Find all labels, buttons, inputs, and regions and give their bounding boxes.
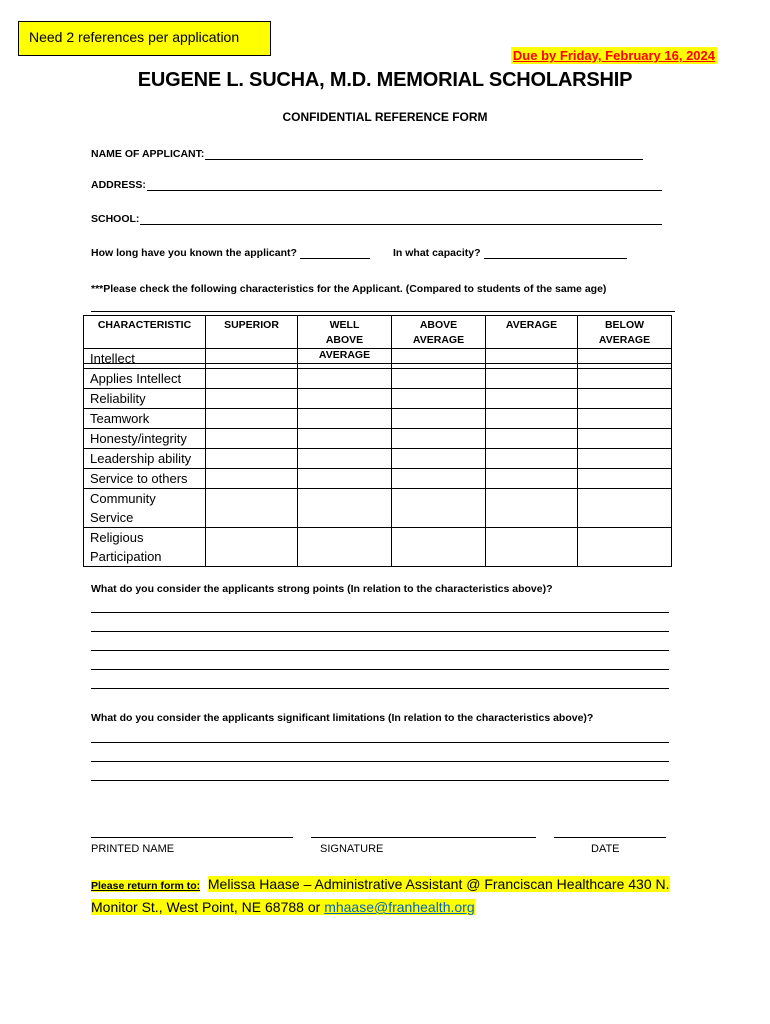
table-row (84, 369, 672, 389)
row-label-leadership: Leadership ability (84, 449, 206, 469)
checkbox-cell[interactable] (206, 409, 298, 429)
table-row (84, 449, 672, 469)
checkbox-cell[interactable] (298, 369, 392, 389)
strong-points-question: What do you consider the applicants strong points (In relation to the characteristics above)? (91, 583, 553, 595)
date-label: DATE (591, 843, 620, 855)
checkbox-cell[interactable] (578, 349, 672, 369)
checkbox-cell[interactable] (206, 528, 298, 567)
checkbox-cell[interactable] (206, 429, 298, 449)
checkbox-cell[interactable] (392, 369, 486, 389)
checkbox-cell[interactable] (392, 409, 486, 429)
checkbox-cell[interactable] (578, 528, 672, 567)
divider (91, 311, 675, 312)
row-label-service: Service to others (84, 469, 206, 489)
checkbox-cell[interactable] (206, 349, 298, 369)
checkbox-cell[interactable] (392, 389, 486, 409)
capacity-field[interactable] (393, 247, 627, 259)
checkbox-cell[interactable] (298, 449, 392, 469)
row-label-community-service: Community Service (84, 489, 206, 528)
checkbox-cell[interactable] (206, 449, 298, 469)
applicant-name-label: NAME OF APPLICANT: (91, 148, 205, 160)
strong-points-line[interactable] (91, 669, 669, 670)
printed-name-line[interactable] (91, 837, 293, 838)
address-line[interactable] (147, 180, 662, 191)
signature-line[interactable] (311, 837, 536, 838)
school-line[interactable] (140, 214, 662, 225)
header-superior: SUPERIOR (206, 316, 298, 364)
checkbox-cell[interactable] (486, 369, 578, 389)
note-box: Need 2 references per application (18, 21, 271, 56)
address-field[interactable] (91, 179, 662, 191)
row-label-religious: Religious Participation (84, 528, 206, 567)
signature-label: SIGNATURE (320, 843, 384, 855)
strong-points-line[interactable] (91, 650, 669, 651)
checkbox-cell[interactable] (206, 369, 298, 389)
checkbox-cell[interactable] (392, 449, 486, 469)
checkbox-cell[interactable] (578, 409, 672, 429)
checkbox-cell[interactable] (206, 469, 298, 489)
applicant-name-line[interactable] (205, 149, 643, 160)
checkbox-cell[interactable] (392, 528, 486, 567)
header-average: AVERAGE (486, 316, 578, 364)
return-address-line-2: Monitor St., West Point, NE 68788 or (91, 899, 325, 915)
strong-points-line[interactable] (91, 688, 669, 689)
row-label-honesty: Honesty/integrity (84, 429, 206, 449)
known-duration-field[interactable] (91, 247, 370, 259)
checkbox-cell[interactable] (578, 489, 672, 528)
date-line[interactable] (554, 837, 666, 838)
checkbox-cell[interactable] (486, 449, 578, 469)
header-above-average: ABOVE AVERAGE (392, 316, 486, 364)
header-well-above-average: WELL ABOVE AVERAGE (298, 316, 392, 364)
checkbox-cell[interactable] (392, 469, 486, 489)
strong-points-line[interactable] (91, 631, 669, 632)
checkbox-cell[interactable] (298, 489, 392, 528)
checkbox-cell[interactable] (298, 409, 392, 429)
table-row (84, 429, 672, 449)
checkbox-cell[interactable] (206, 389, 298, 409)
checkbox-cell[interactable] (578, 429, 672, 449)
return-address-line-1: Melissa Haase – Administrative Assistant @ Franciscan Healthcare 430 N. (207, 876, 670, 892)
limitations-line[interactable] (91, 780, 669, 781)
strong-points-line[interactable] (91, 612, 669, 613)
row-label-applies-intellect: Applies Intellect (84, 369, 206, 389)
checkbox-cell[interactable] (578, 389, 672, 409)
form-subtitle: CONFIDENTIAL REFERENCE FORM (282, 110, 488, 124)
capacity-label: In what capacity? (393, 247, 481, 259)
row-label-teamwork: Teamwork (84, 409, 206, 429)
table-row (84, 489, 672, 528)
table-row (84, 528, 672, 567)
known-duration-line[interactable] (300, 248, 370, 259)
row-label-intellect: Intellect (84, 349, 206, 369)
known-duration-label: How long have you known the applicant? (91, 247, 297, 259)
table-row (84, 469, 672, 489)
checkbox-cell[interactable] (298, 469, 392, 489)
checkbox-cell[interactable] (578, 449, 672, 469)
capacity-line[interactable] (484, 248, 627, 259)
row-label-reliability: Reliability (84, 389, 206, 409)
instruction-text: ***Please check the following characteristics for the Applicant. (Compared to students of the same age) (91, 283, 607, 295)
page-title: EUGENE L. SUCHA, M.D. MEMORIAL SCHOLARSHIP (137, 69, 633, 91)
printed-name-label: PRINTED NAME (91, 843, 175, 855)
checkbox-cell[interactable] (486, 429, 578, 449)
checkbox-cell[interactable] (486, 489, 578, 528)
table-row (84, 349, 672, 369)
limitations-line[interactable] (91, 761, 669, 762)
table-row (84, 389, 672, 409)
table-row (84, 409, 672, 429)
school-field[interactable] (91, 213, 662, 225)
checkbox-cell[interactable] (578, 369, 672, 389)
checkbox-cell[interactable] (298, 528, 392, 567)
checkbox-cell[interactable] (392, 349, 486, 369)
due-date-notice: Due by Friday, February 16, 2024 (512, 48, 715, 63)
header-below-average: BELOW AVERAGE (578, 316, 672, 364)
return-instructions (91, 874, 691, 918)
school-label: SCHOOL: (91, 213, 140, 225)
header-characteristic: CHARACTERISTIC (84, 316, 206, 364)
checkbox-cell[interactable] (298, 389, 392, 409)
checkbox-cell[interactable] (486, 469, 578, 489)
applicant-name-field[interactable] (91, 148, 643, 160)
checkbox-cell[interactable] (578, 469, 672, 489)
checkbox-cell[interactable] (298, 349, 392, 369)
return-email-link[interactable]: mhaase@franhealth.org (324, 899, 475, 915)
checkbox-cell[interactable] (298, 429, 392, 449)
return-label: Please return form to: (91, 880, 201, 892)
checkbox-cell[interactable] (486, 409, 578, 429)
limitations-line[interactable] (91, 742, 669, 743)
characteristics-rows (83, 348, 672, 567)
checkbox-cell[interactable] (206, 489, 298, 528)
checkbox-cell[interactable] (392, 429, 486, 449)
checkbox-cell[interactable] (486, 389, 578, 409)
address-label: ADDRESS: (91, 179, 146, 191)
limitations-question: What do you consider the applicants significant limitations (In relation to the characteristics above)? (91, 712, 594, 724)
checkbox-cell[interactable] (486, 349, 578, 369)
checkbox-cell[interactable] (486, 528, 578, 567)
checkbox-cell[interactable] (392, 489, 486, 528)
